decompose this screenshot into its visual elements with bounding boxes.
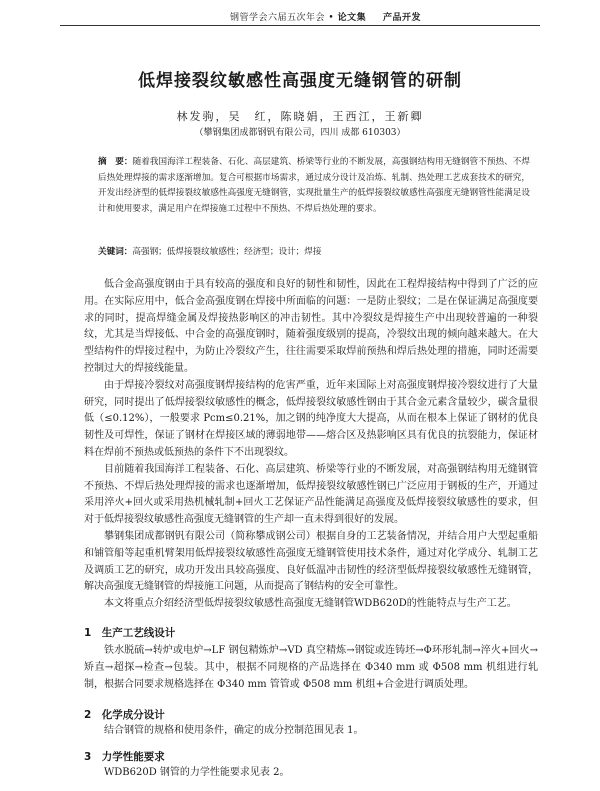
abstract-label: 摘 要：	[98, 157, 133, 167]
header-section-2: 产品开发	[382, 13, 421, 23]
paper-title: 低焊接裂纹敏感性高强度无缝钢管的研制	[138, 71, 462, 91]
keywords-text: 高强钢；低焊接裂纹敏感性；经济型；设计；焊接	[132, 247, 322, 257]
header-spacer	[369, 13, 379, 23]
header-journal: 钢管学会六届五次年会	[230, 13, 326, 23]
running-header	[230, 10, 421, 23]
header-separator: •	[328, 13, 335, 23]
abstract	[98, 155, 530, 217]
section-paragraph: WDB620D 钢管的力学性能要求见表 2。	[104, 767, 290, 778]
section-body-3	[84, 765, 538, 782]
paper-authors: 林发驹，吴 红，陈晓娟，王西江，王新卿	[176, 110, 424, 123]
section-body-2	[84, 723, 538, 740]
paper-affiliation: （攀钢集团成都钢钒有限公司，四川 成都 610303）	[194, 128, 406, 138]
intro-paragraph: 低合金高强度钢由于具有较高的强度和良好的韧性和韧性，因此在工程焊接结构中得到了广泛的应用。在实际应用中，低合金高强度钢在焊接中所面临的问题：一是防止裂纹；二是在保证满足高强度要求的同时，提高焊缝金属及焊接热影响区的冲击韧性。其中冷裂纹是焊接生产中出现较普遍的一种裂纹，尤其是当焊接低、中合金的高强度钢时，随着强度级别的提高，冷裂纹出现的倾向越来越大。在大型结构件的焊接过程中，为防止冷裂纹产生，往往需要采取焊前预热和焊后热处理的措施，同时还需要控制过大的焊接线能量。	[84, 279, 538, 374]
section-paragraph: 铁水脱硫→转炉或电炉→LF 钢包精炼炉→VD 真空精炼→钢锭或连铸坯→Φ环形轧制→淬火+回火→矫直→超探→检查→包装。其中，根据不同规格的产品选择在 Φ340 mm 或 Φ508 mm 机组进行轧制，根据合同要求规格选择在 Φ340 mm 管管或 Φ508 mm 机组+合金进行调质处理。	[84, 645, 538, 690]
intro-paragraph: 由于焊接冷裂纹对高强度钢焊接结构的危害严重，近年来国际上对高强度钢焊接冷裂纹进行了大量研究，同时提出了低焊接裂纹敏感性的概念，低焊接裂纹敏感性钢由于其合金元素含量较少，碳含量很低（≤0.12%），一般要求 Pcm≤0.21%，加之钢的纯净度大大提高，从而在根本上保证了钢材的优良韧性及可焊性，保证了钢材在焊接区域的薄弱地带——熔合区及热影响区具有优良的抗裂能力，保证材料在焊前不预热或低预热的条件下不出现裂纹。	[84, 379, 538, 458]
section-body-1	[84, 643, 538, 693]
keywords-label: 关键词：	[98, 247, 133, 257]
section-paragraph: 结合钢管的规格和使用条件，确定的成分控制范围见表 1。	[104, 725, 364, 736]
keywords	[98, 246, 530, 259]
introduction	[84, 277, 538, 613]
intro-paragraph: 目前随着我国海洋工程装备、石化、高层建筑、桥梁等行业的不断发展，对高强钢结构用无缝钢管不预热、不焊后热处理焊接的需求也逐渐增加，低焊接裂纹敏感性钢已广泛应用于钢板的生产，开通过采用淬火+回火或采用热机械轧制+回火工艺保证产品性能满足高强度及低焊接裂纹敏感性的要求，但对于低焊接裂纹敏感性高强度无缝钢管的生产却一直未得到很好的发展。	[84, 463, 538, 526]
section-heading-1: 1 生产工艺线设计	[84, 627, 176, 639]
intro-paragraph: 本文将重点介绍经济型低焊接裂纹敏感性高强度无缝钢管WDB620D的性能特点与生产工艺。	[104, 598, 517, 610]
header-rule	[60, 25, 540, 26]
abstract-text: 随着我国海洋工程装备、石化、高层建筑、桥梁等行业的不断发展，高强钢结构用无缝钢管不预热、不焊后热处理焊接的需求逐渐增加。复合可根据市场需求，通过成分设计及冶炼、轧制、热处理工艺成套技术的研究，开发出经济型的低焊接裂纹敏感性高强度无缝钢管，实现批量生产的低焊接裂纹敏感性高强度无缝钢管性能满足设计和使用要求，满足用户在焊接施工过程中不预热、不焊后热处理的要求。	[98, 157, 530, 214]
section-heading-3: 3 力学性能要求	[84, 751, 165, 763]
header-section-1: 论文集	[337, 13, 367, 23]
section-heading-2: 2 化学成分设计	[84, 709, 165, 721]
intro-paragraph: 攀钢集团成都钢钒有限公司（简称攀成钢公司）根据自身的工艺装备情况，并结合用户大型起重船和铺管船等起重机臂架用低焊接裂纹敏感性高强度无缝钢管使用技术条件，通过对化学成分、轧制工艺及调质工艺的研究，成功开发出具较高强度、良好低温冲击韧性的经济型低焊接裂纹敏感性无缝钢管，解决高强度无缝钢管的焊接施工问题，从而提高了钢结构的安全可靠性。	[84, 530, 538, 593]
